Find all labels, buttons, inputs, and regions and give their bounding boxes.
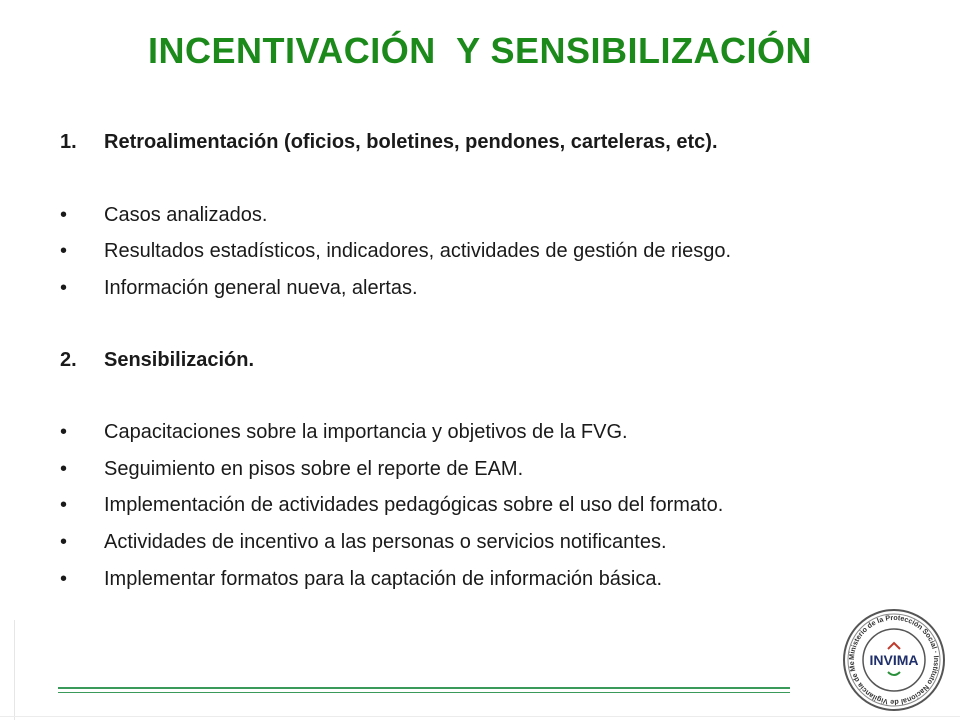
bullet-marker: • [60, 421, 68, 443]
seal-ring-text: Ministerio de la Protección Social · Instituto Nacional de Vigilancia de Me [846, 612, 942, 708]
bullet-marker: • [60, 531, 68, 553]
seal-name: INVIMA [869, 652, 919, 668]
list-item-text: Actividades de incentivo a las personas o servicios notificantes. [104, 531, 667, 553]
footer-divider [58, 687, 790, 689]
bullet-marker: • [60, 204, 68, 226]
list-item-text: Casos analizados. [104, 204, 268, 226]
bullet-marker: • [60, 240, 68, 262]
list-marker: 2. [60, 349, 77, 371]
list-item-text: Capacitaciones sobre la importancia y objetivos de la FVG. [104, 421, 628, 443]
list-item-text: Resultados estadísticos, indicadores, actividades de gestión de riesgo. [104, 240, 732, 262]
list-marker: 1. [60, 131, 77, 153]
bullet-marker: • [60, 277, 68, 299]
list-item-text: Sensibilización. [104, 349, 255, 371]
list-item-text: Implementar formatos para la captación de información básica. [104, 568, 663, 590]
footer-divider [58, 692, 790, 693]
list-item-text: Información general nueva, alertas. [104, 277, 418, 299]
slide-edge-line [0, 716, 960, 717]
slide-title: INCENTIVACIÓN Y SENSIBILIZACIÓN [147, 30, 813, 71]
slide-edge-line [14, 620, 15, 720]
bullet-marker: • [60, 494, 68, 516]
bullet-marker: • [60, 458, 68, 480]
list-item-text: Retroalimentación (oficios, boletines, pendones, carteleras, etc). [104, 131, 718, 153]
invima-seal-icon [842, 608, 946, 712]
bullet-marker: • [60, 568, 68, 590]
list-item-text: Seguimiento en pisos sobre el reporte de EAM. [104, 458, 524, 480]
list-item-text: Implementación de actividades pedagógicas sobre el uso del formato. [104, 494, 724, 516]
